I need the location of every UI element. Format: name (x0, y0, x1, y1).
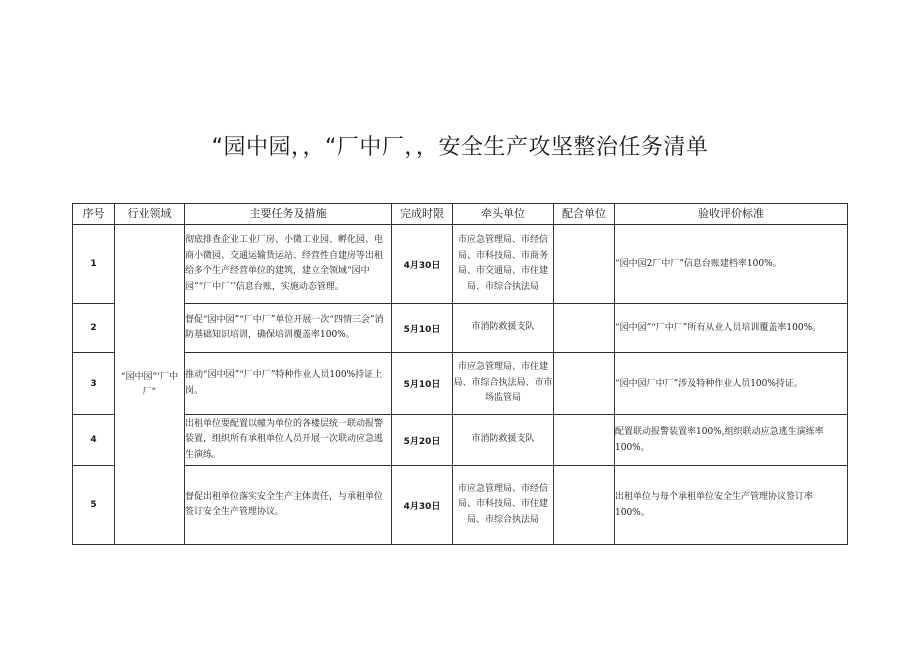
header-coop-unit: 配合单位 (554, 204, 615, 225)
table-row (73, 225, 848, 304)
lead-unit: 市应急管理局、市住建局、市综合执法局、市市场监管局 (453, 353, 554, 415)
task-measure: 督促出租单位落实安全生产主体责任，与承租单位签订安全生产管理协议。 (185, 466, 392, 545)
task-measure: 出租单位要配置以幢为单位的各楼层统一联动报警装置，组织所有承租单位人员开展一次联动应急逃生演练。 (185, 415, 392, 466)
coop-unit (554, 225, 615, 304)
lead-unit: 市应急管理局、市经信局、市科技局、市住建局、市综合执法局 (453, 466, 554, 545)
header-no: 序号 (73, 204, 115, 225)
acceptance-criteria: 出租单位与每个承租单位安全生产管理协议签订率100%。 (615, 466, 848, 545)
lead-unit: 市应急管理局、市经信局、市科技局、市商务局、市交通局、市住建局、市综合执法局 (453, 225, 554, 304)
coop-unit (554, 466, 615, 545)
acceptance-criteria: 配置联动报警装置率100%,组织联动应急逃生演练率100%。 (615, 415, 848, 466)
acceptance-criteria: “园中园”“厂中厂”所有从业人员培训覆盖率100%。 (615, 304, 848, 353)
acceptance-criteria: “园中园2厂中厂”信息台账建档率100%。 (615, 225, 848, 304)
row-number: 4 (73, 415, 115, 466)
lead-unit: 市消防救援支队 (453, 304, 554, 353)
header-criteria: 验收评价标准 (615, 204, 848, 225)
deadline: 5月10日 (392, 304, 453, 353)
row-number: 2 (73, 304, 115, 353)
table-row (73, 353, 848, 415)
header-domain: 行业领域 (115, 204, 185, 225)
deadline: 5月20日 (392, 415, 453, 466)
deadline: 5月10日 (392, 353, 453, 415)
coop-unit (554, 415, 615, 466)
task-measure: 督促“园中园”“厂中厂”单位开展一次“四情三会”消防基础知识培训，确保培训覆盖率100%。 (185, 304, 392, 353)
table-header-row (73, 204, 848, 225)
row-number: 5 (73, 466, 115, 545)
coop-unit (554, 304, 615, 353)
task-measure: 推动“园中园”“厂中厂”特种作业人员100%持证上岗。 (185, 353, 392, 415)
task-table (72, 203, 848, 545)
row-number: 3 (73, 353, 115, 415)
table-row (73, 466, 848, 545)
row-number: 1 (73, 225, 115, 304)
table-row (73, 415, 848, 466)
header-task: 主要任务及措施 (185, 204, 392, 225)
lead-unit: 市消防救援支队 (453, 415, 554, 466)
task-measure: 彻底排查企业工业厂房、小微工业园、孵化园、电商小微园、交通运输货运站、经营性自建房等出租给多个生产经营单位的建筑，建立全领域“园中园”“厂中厂’’信息台账，实施动态管理。 (185, 225, 392, 304)
header-deadline: 完成时限 (392, 204, 453, 225)
acceptance-criteria: “园中园厂中厂”涉及特种作业人员100%持证。 (615, 353, 848, 415)
deadline: 4月30日 (392, 466, 453, 545)
table-row (73, 304, 848, 353)
coop-unit (554, 353, 615, 415)
deadline: 4月30日 (392, 225, 453, 304)
header-lead-unit: 牵头单位 (453, 204, 554, 225)
industry-domain: “园中园”‘厂中厂“ (115, 225, 185, 545)
page-title: “园中园，，“厂中厂，，安全生产攻坚整治任务清单 (211, 135, 709, 160)
